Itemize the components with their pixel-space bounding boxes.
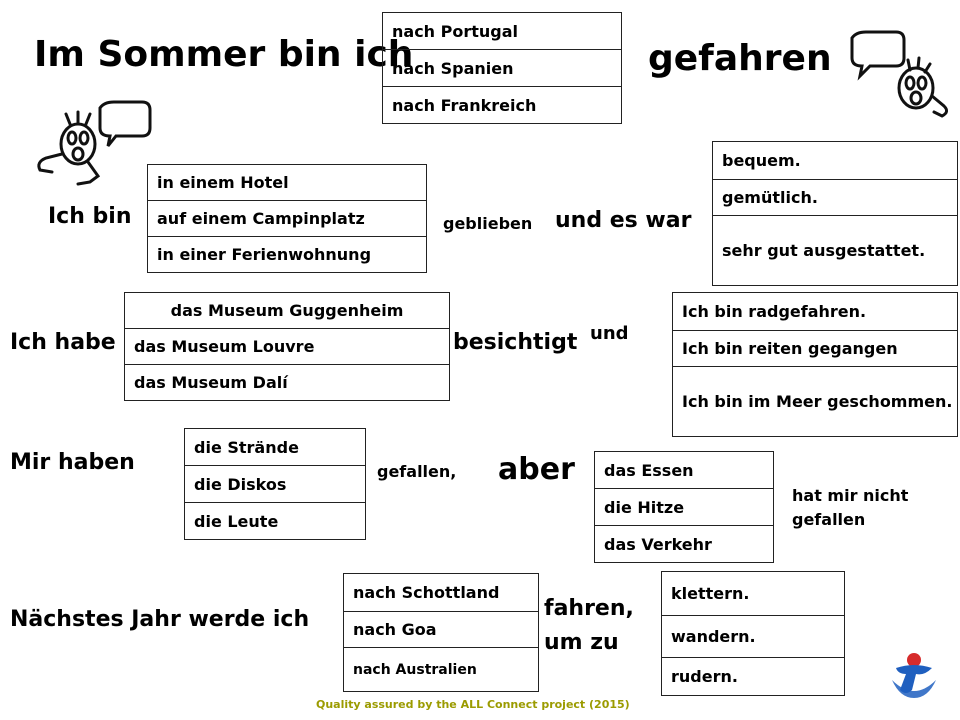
cartoon-speaker-icon xyxy=(846,26,956,126)
visit-table xyxy=(124,292,450,401)
future-destination-option: nach Goa xyxy=(344,612,539,648)
future-activity-option: klettern. xyxy=(662,572,845,616)
future-activity-option: rudern. xyxy=(662,658,845,696)
disliked-option: das Essen xyxy=(595,452,774,489)
label-ich-habe: Ich habe xyxy=(10,330,116,355)
destination-option: nach Portugal xyxy=(383,13,622,50)
visit-option: das Museum Louvre xyxy=(125,329,450,365)
stay-option: auf einem Campinplatz xyxy=(148,201,427,237)
connector-aber: aber xyxy=(498,452,575,487)
suffix-hat-mir-nicht-gefallen: hat mir nicht gefallen xyxy=(792,486,909,529)
disliked-table xyxy=(594,451,774,563)
stay-option: in einer Ferienwohnung xyxy=(148,237,427,273)
heading-gefahren: gefahren xyxy=(648,38,832,79)
future-destinations-table xyxy=(343,573,539,692)
future-destination-option: nach Schottland xyxy=(344,574,539,612)
visit-option: das Museum Guggenheim xyxy=(125,293,450,329)
verb-gefallen: gefallen, xyxy=(377,462,457,481)
stay-option: in einem Hotel xyxy=(148,165,427,201)
liked-table xyxy=(184,428,366,540)
destinations-table xyxy=(382,12,622,124)
destination-option: nach Frankreich xyxy=(383,87,622,124)
future-activity-option: wandern. xyxy=(662,616,845,658)
liked-option: die Strände xyxy=(185,429,366,466)
verb-besichtigt: besichtigt xyxy=(453,330,578,355)
label-naechstes-jahr: Nächstes Jahr werde ich xyxy=(10,607,310,632)
footer-credit: Quality assured by the ALL Connect project (2015) xyxy=(316,698,630,711)
disliked-option: das Verkehr xyxy=(595,526,774,563)
activity-option: Ich bin reiten gegangen xyxy=(673,331,958,367)
logo-icon xyxy=(886,650,942,700)
descriptions-table xyxy=(712,141,958,286)
cartoon-speaker-icon xyxy=(28,96,158,206)
liked-option: die Diskos xyxy=(185,466,366,503)
connector-und: und xyxy=(590,323,629,344)
liked-option: die Leute xyxy=(185,503,366,540)
activity-option: Ich bin im Meer geschommen. xyxy=(673,367,958,437)
activity-option: Ich bin radgefahren. xyxy=(673,293,958,331)
connector-und-es-war: und es war xyxy=(555,208,692,233)
description-option: sehr gut ausgestattet. xyxy=(713,216,958,286)
description-option: gemütlich. xyxy=(713,180,958,216)
future-destination-option: nach Australien xyxy=(344,648,539,692)
verb-geblieben: geblieben xyxy=(443,214,533,233)
label-mir-haben: Mir haben xyxy=(10,450,135,475)
disliked-option: die Hitze xyxy=(595,489,774,526)
activities-table xyxy=(672,292,958,437)
label-ich-bin: Ich bin xyxy=(48,204,132,229)
future-activities-table xyxy=(661,571,845,696)
visit-option: das Museum Dalí xyxy=(125,365,450,401)
destination-option: nach Spanien xyxy=(383,50,622,87)
description-option: bequem. xyxy=(713,142,958,180)
verb-fahren-um-zu: fahren, um zu xyxy=(544,596,634,655)
stay-table xyxy=(147,164,427,273)
heading-im-sommer: Im Sommer bin ich xyxy=(34,34,414,75)
